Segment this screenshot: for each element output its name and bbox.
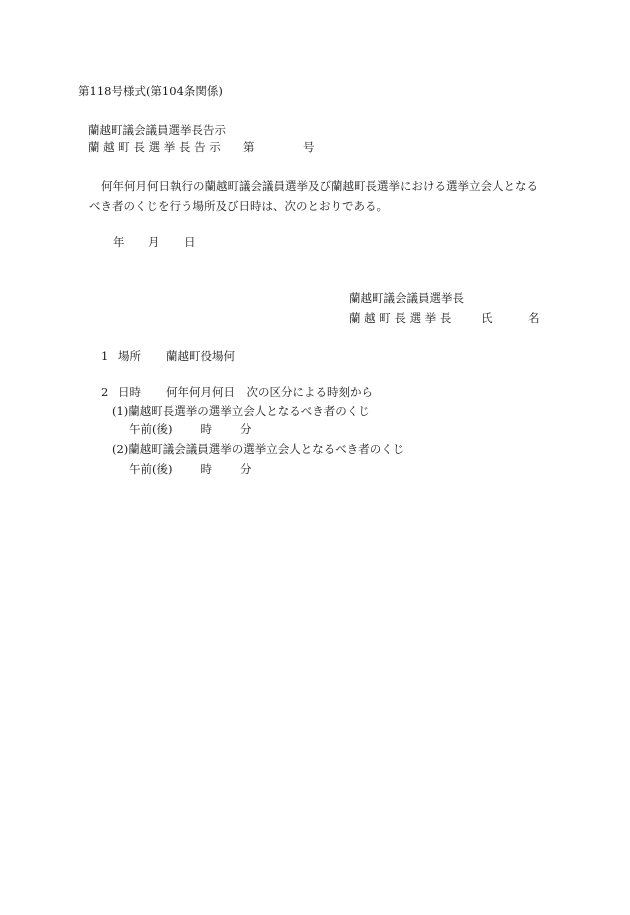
subitem-2-title: (2)蘭越町議会議員選挙の選挙立会人となるべき者のくじ <box>112 442 405 456</box>
notice-issuer-line2: 蘭 越 町 長 選 挙 長 告 示 <box>88 140 221 154</box>
item-place-number: 1 <box>101 349 109 363</box>
body-line2: べき者のくじを行う場所及び日時は、次のとおりである。 <box>89 199 388 213</box>
subitem-1-ampm: 午前(後) <box>129 422 173 436</box>
subitem-1-time <box>129 424 251 436</box>
notice-number-prefix: 第 <box>243 140 255 154</box>
date-year: 年 <box>113 235 125 249</box>
subitem-1-title: (1)蘭越町長選挙の選挙立会人となるべき者のくじ <box>112 404 370 418</box>
date-month: 月 <box>148 235 160 249</box>
signature-name-label-1: 氏 <box>481 311 493 325</box>
subitem-2-time <box>129 464 251 476</box>
subitem-1-minute: 分 <box>239 422 252 436</box>
body-line1: 何年何月何日執行の蘭越町議会議員選挙及び蘭越町長選挙における選挙立会人となる <box>101 179 538 193</box>
notice-issuer-line1: 蘭越町議会議員選挙長告示 <box>88 123 226 137</box>
subitem-2-hour: 時 <box>200 462 212 476</box>
item-place-value: 蘭越町役場何 <box>166 349 235 363</box>
signature-line1: 蘭越町議会議員選挙長 <box>349 291 464 305</box>
subitem-2-minute: 分 <box>239 462 252 476</box>
subitem-1-hour: 時 <box>200 422 212 436</box>
form-header: 第118号様式(第104条関係) <box>78 84 223 98</box>
notice-number-suffix: 号 <box>303 140 315 154</box>
item-datetime-number: 2 <box>101 385 109 399</box>
item-datetime-value: 何年何月何日 次の区分による時刻から <box>166 385 373 399</box>
date-day: 日 <box>184 235 196 249</box>
item-datetime-label: 日時 <box>118 385 141 399</box>
subitem-2-ampm: 午前(後) <box>129 462 173 476</box>
signature-line2: 蘭 越 町 長 選 挙 長 <box>349 311 452 325</box>
signature-name-label-2: 名 <box>528 311 540 325</box>
item-place-label: 場所 <box>118 349 141 363</box>
